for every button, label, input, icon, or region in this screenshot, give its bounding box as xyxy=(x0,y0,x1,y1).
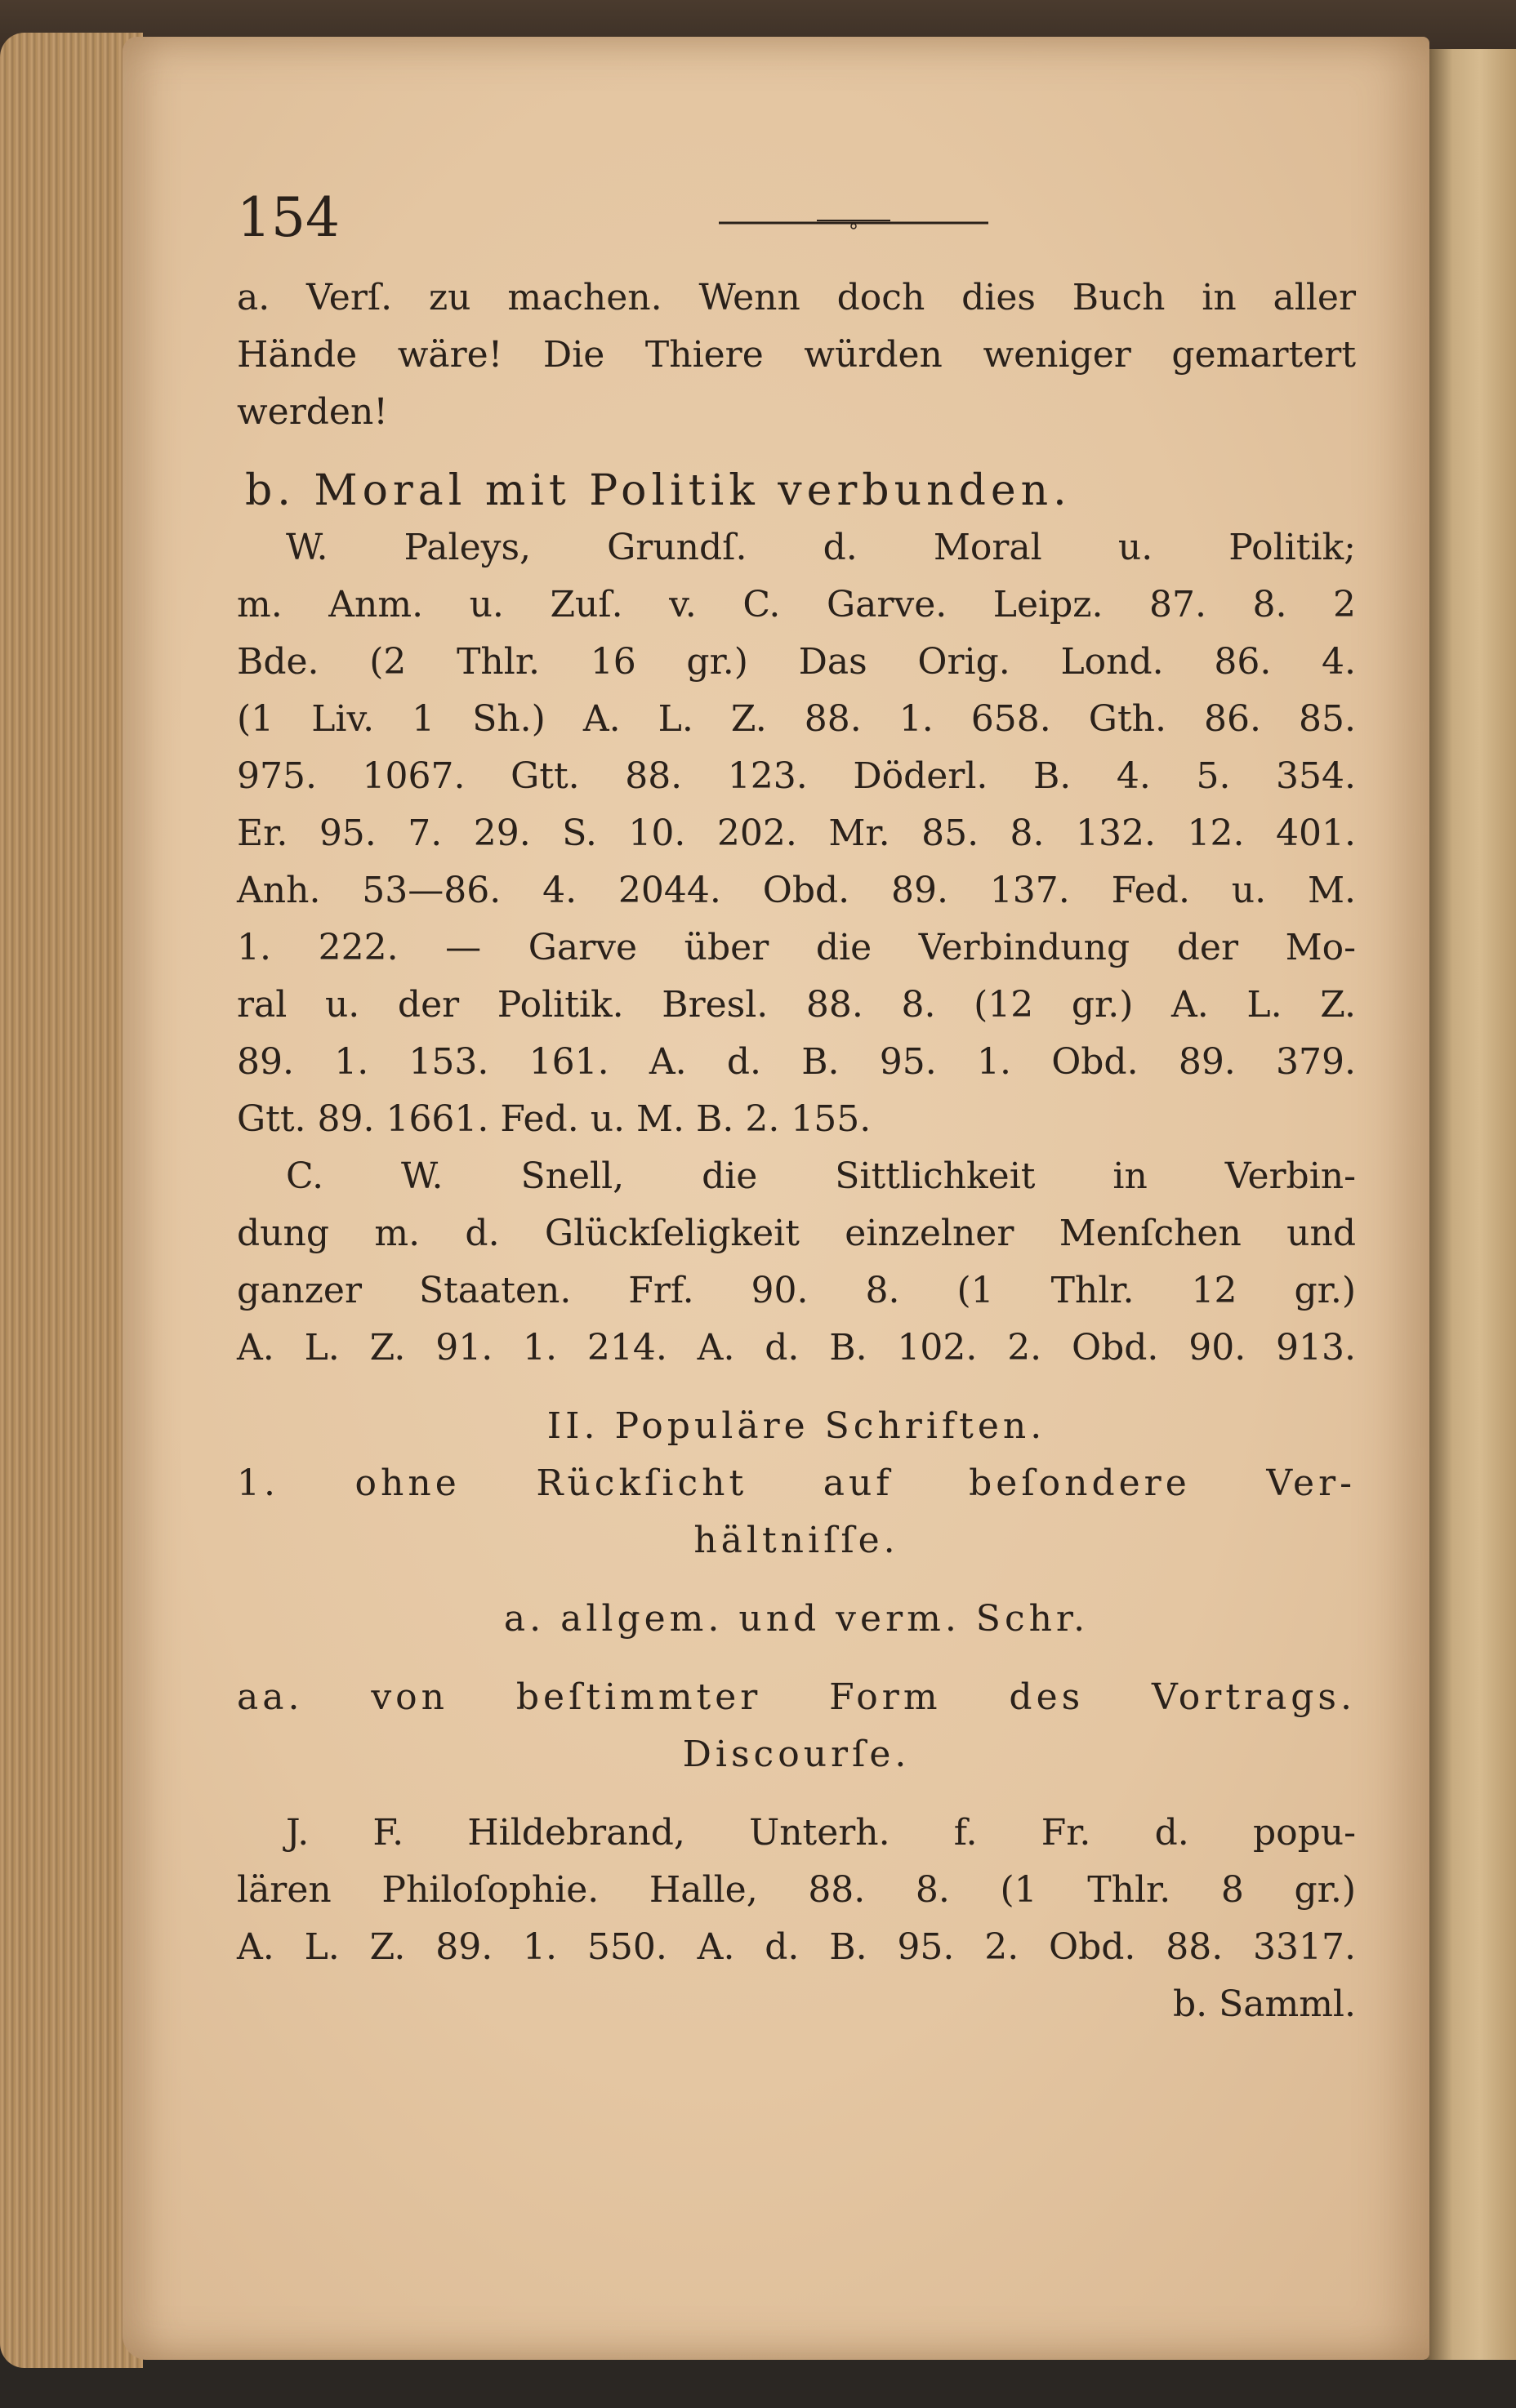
text-line: m. Anm. u. Zuſ. v. C. Garve. Leipz. 87. 8. 2 xyxy=(237,584,1356,625)
text-line: lären Philoſophie. Halle, 88. 8. (1 Thlr. 8 gr.) xyxy=(237,1869,1356,1911)
text-line: Anh. 53—86. 4. 2044. Obd. 89. 137. Fed. u. M. xyxy=(237,870,1356,911)
text-line: 975. 1067. Gtt. 88. 123. Döderl. B. 4. 5. 354. xyxy=(237,755,1356,797)
book-gutter xyxy=(1425,49,1516,2360)
subsection-heading: 1. ohne Rückſicht auf beſondere Ver- xyxy=(237,1462,1356,1504)
text-line: W. Paleys, Grundſ. d. Moral u. Politik; xyxy=(286,527,1356,568)
page-header xyxy=(237,186,1356,260)
text-line: Er. 95. 7. 29. S. 10. 202. Mr. 85. 8. 132. 12. 401. xyxy=(237,812,1356,854)
subsection-heading: aa. von beſtimmter Form des Vortrags. xyxy=(237,1676,1356,1718)
section-heading: b. Moral mit Politik verbunden. xyxy=(245,466,1072,515)
text-line: Hände wäre! Die Thiere würden weniger gemartert xyxy=(237,334,1356,376)
text-line: ral u. der Politik. Bresl. 88. 8. (12 gr.) A. L. Z. xyxy=(237,984,1356,1026)
text-line: A. L. Z. 91. 1. 214. A. d. B. 102. 2. Obd. 90. 913. xyxy=(237,1327,1356,1369)
page-number: 154 xyxy=(237,186,340,249)
text-line: C. W. Snell, die Sittlichkeit in Verbin- xyxy=(286,1155,1356,1197)
text-line: werden! xyxy=(237,391,388,433)
subsection-heading: hältniſſe. xyxy=(693,1520,899,1561)
text-line: ganzer Staaten. Frf. 90. 8. (1 Thlr. 12 gr.) xyxy=(237,1270,1356,1311)
text-line: 1. 222. — Garve über die Verbindung der Mo- xyxy=(237,927,1356,968)
subsection-heading: Discourſe. xyxy=(682,1734,911,1775)
subsection-heading: a. allgem. und verm. Schr. xyxy=(503,1598,1090,1640)
text-line: a. Verſ. zu machen. Wenn doch dies Buch in aller xyxy=(237,277,1356,318)
text-line: Gtt. 89. 1661. Fed. u. M. B. 2. 155. xyxy=(237,1098,872,1140)
text-line: dung m. d. Glückſeligkeit einzelner Menſchen und xyxy=(237,1213,1356,1254)
section-heading: II. Populäre Schriften. xyxy=(546,1405,1046,1447)
text-line: (1 Liv. 1 Sh.) A. L. Z. 88. 1. 658. Gth. 86. 85. xyxy=(237,698,1356,740)
text-line: A. L. Z. 89. 1. 550. A. d. B. 95. 2. Obd. 88. 3317. xyxy=(237,1926,1356,1968)
page-edges xyxy=(0,33,143,2368)
catchword: b. Samml. xyxy=(1172,1983,1356,2025)
page-body xyxy=(237,269,1356,2033)
text-line: J. F. Hildebrand, Unterh. f. Fr. d. popu- xyxy=(286,1812,1356,1854)
text-line: Bde. (2 Thlr. 16 gr.) Das Orig. Lond. 86. 4. xyxy=(237,641,1356,683)
ornament-rule-icon xyxy=(719,216,988,230)
text-line: 89. 1. 153. 161. A. d. B. 95. 1. Obd. 89. 379. xyxy=(237,1041,1356,1083)
